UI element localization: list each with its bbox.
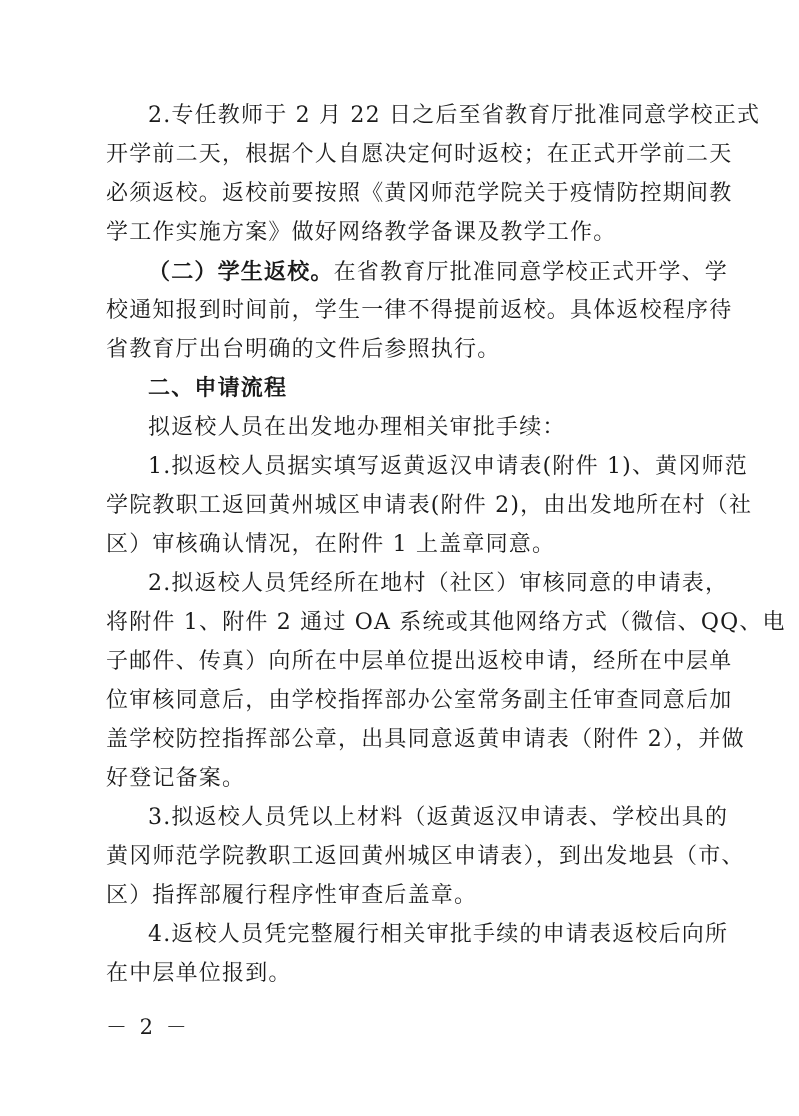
- para1-line-3: 必须返校。返校前要按照《黄冈师范学院关于疫情防控期间教: [106, 181, 733, 206]
- step1-line-3: 区）审核确认情况，在附件 1 上盖章同意。: [106, 532, 556, 557]
- para2-line-1: [148, 257, 748, 288]
- para1-line-1: 2.专任教师于 2 月 22 日之后至省教育厅批准同意学校正式: [148, 103, 761, 128]
- step2-line-3: 子邮件、传真）向所在中层单位提出返校申请，经所在中层单: [106, 649, 733, 674]
- step2-line-4: 位审核同意后，由学校指挥部办公室常务副主任审查同意后加: [106, 688, 733, 713]
- step1-line-2: 学院教职工返回黄州城区申请表(附件 2)，由出发地所在村（社: [106, 493, 753, 518]
- step3-line-1: 3.拟返校人员凭以上材料（返黄返汉申请表、学校出具的: [148, 805, 729, 830]
- para1-line-4: 学工作实施方案》做好网络教学备课及教学工作。: [106, 220, 617, 245]
- step3-line-3: 区）指挥部履行程序性审查后盖章。: [106, 883, 478, 908]
- students-return-heading: （二）学生返校。: [148, 259, 334, 285]
- step4-line-1: 4.返校人员凭完整履行相关审批手续的申请表返校后向所: [148, 922, 729, 947]
- para1-line-2: 开学前二天，根据个人自愿决定何时返校；在正式开学前二天: [106, 142, 733, 167]
- para2-line-2: 校通知报到时间前，学生一律不得提前返校。具体返校程序待: [106, 298, 733, 323]
- step2-line-5: 盖学校防控指挥部公章，出具同意返黄申请表（附件 2），并做: [106, 727, 745, 752]
- para2-line-1-rest: 在省教育厅批准同意学校正式开学、学: [333, 260, 729, 285]
- step1-line-1: 1.拟返校人员据实填写返黄返汉申请表(附件 1)、黄冈师范: [148, 454, 748, 479]
- step4-line-2: 在中层单位报到。: [106, 961, 292, 986]
- section-heading: 二、申请流程: [148, 376, 288, 401]
- page-number: － 2 －: [106, 1015, 190, 1039]
- step3-line-2: 黄冈师范学院教职工返回黄州城区申请表），到出发地县（市、: [106, 844, 745, 869]
- step2-line-6: 好登记备案。: [106, 766, 246, 791]
- step2-line-1: 2.拟返校人员凭经所在地村（社区）审核同意的申请表，: [148, 571, 729, 596]
- intro-line: 拟返校人员在出发地办理相关审批手续：: [148, 415, 566, 440]
- para2-line-3: 省教育厅出台明确的文件后参照执行。: [106, 337, 501, 362]
- step2-line-2: 将附件 1、附件 2 通过 OA 系统或其他网络方式（微信、QQ、电: [106, 610, 786, 635]
